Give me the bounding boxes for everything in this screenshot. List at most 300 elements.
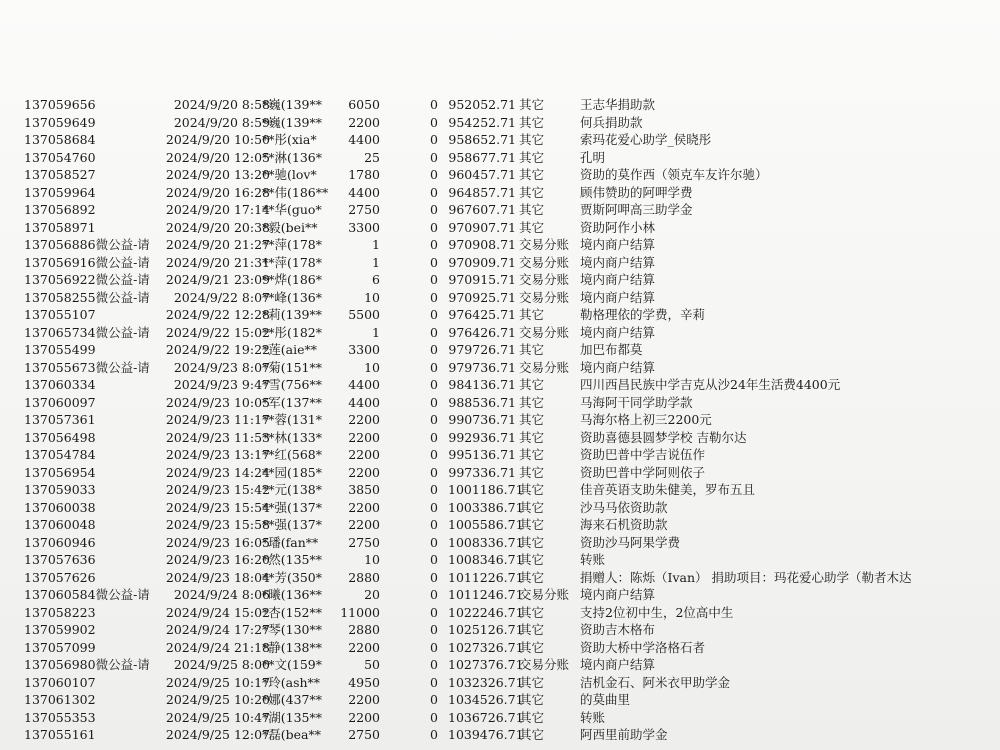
balance: 960457.71 — [448, 167, 516, 182]
balance: 997336.71 — [448, 464, 516, 480]
transaction-id: 137060038 — [24, 499, 96, 515]
debit-amount: 0 — [430, 657, 438, 672]
amount: 2880 — [348, 622, 380, 637]
transaction-date: 2024/9/23 15:54 — [165, 499, 270, 515]
amount: 4400 — [348, 132, 380, 147]
debit-amount: 0 — [430, 429, 438, 445]
debit-amount: 0 — [430, 254, 438, 270]
table-row — [0, 499, 1000, 517]
transaction-date: 2024/9/22 15:02 — [165, 324, 270, 340]
balance: 1008346.71 — [448, 552, 524, 567]
transaction-date: 2024/9/20 21:27 — [165, 237, 270, 252]
memo: 贾斯阿呷高三助学金 — [580, 202, 693, 217]
debit-amount: 0 — [430, 394, 438, 410]
table-row — [0, 166, 1000, 184]
transaction-id: 137058684 — [24, 132, 96, 147]
payer-name: *巍(139** — [262, 97, 322, 112]
amount: 4400 — [348, 377, 380, 392]
payer-name: **园(185* — [262, 464, 322, 480]
payer-name: **伟(186** — [262, 184, 329, 200]
payer-name: *雪(756** — [262, 377, 322, 392]
table-row — [0, 271, 1000, 289]
transaction-id: 137056892 — [24, 202, 96, 217]
amount: 2880 — [348, 569, 380, 585]
memo: 阿西里前助学金 — [580, 727, 668, 742]
transaction-id: 137056498 — [24, 429, 96, 445]
memo: 索玛花爱心助学_侯晓彤 — [580, 132, 712, 147]
transaction-id: 137056980微公益-请 — [24, 657, 150, 672]
debit-amount: 0 — [430, 447, 438, 462]
amount: 2200 — [348, 114, 380, 130]
amount: 4400 — [348, 184, 380, 200]
transaction-date: 2024/9/23 16:05 — [165, 534, 270, 550]
debit-amount: 0 — [430, 184, 438, 200]
amount: 3300 — [348, 219, 380, 235]
transaction-type: 其它 — [519, 184, 545, 200]
transaction-id: 137055161 — [24, 727, 96, 742]
amount: 1 — [372, 254, 380, 270]
transaction-id: 137058971 — [24, 219, 96, 235]
transaction-id: 137060048 — [24, 517, 96, 532]
debit-amount: 0 — [430, 587, 438, 602]
memo: 资助的莫作西（领克车友许尔驰） — [580, 167, 768, 182]
payer-name: **淋(136* — [262, 149, 322, 165]
transaction-date: 2024/9/23 15:58 — [165, 517, 270, 532]
balance: 970908.71 — [448, 237, 516, 252]
transaction-date: 2024/9/20 20:38 — [165, 219, 270, 235]
payer-name: **彤(182* — [262, 324, 322, 340]
balance: 1008336.71 — [448, 534, 524, 550]
payer-name: *静(138** — [262, 639, 322, 655]
balance: 979726.71 — [448, 342, 516, 357]
debit-amount: 0 — [430, 534, 438, 550]
balance: 952052.71 — [448, 97, 516, 112]
payer-name: *莉(139** — [262, 307, 322, 322]
transaction-id: 137055673微公益-请 — [24, 359, 150, 375]
balance: 990736.71 — [448, 412, 516, 427]
amount: 2200 — [348, 464, 380, 480]
payer-name: **文(159* — [262, 657, 322, 672]
transaction-id: 137060946 — [24, 534, 96, 550]
transaction-date: 2024/9/20 17:14 — [165, 202, 270, 217]
transaction-id: 137059649 — [24, 114, 96, 130]
amount: 1 — [372, 237, 380, 252]
transaction-date: 2024/9/21 23:09 — [165, 272, 270, 287]
amount: 20 — [364, 587, 380, 602]
transaction-type: 交易分账 — [519, 272, 570, 287]
balance: 988536.71 — [448, 394, 516, 410]
amount: 6050 — [348, 97, 380, 112]
amount: 1 — [372, 324, 380, 340]
table-row — [0, 131, 1000, 149]
debit-amount: 0 — [430, 324, 438, 340]
debit-amount: 0 — [430, 307, 438, 322]
balance: 970925.71 — [448, 289, 516, 305]
table-row — [0, 534, 1000, 552]
ledger-table — [0, 96, 1000, 744]
transaction-id: 137057361 — [24, 412, 96, 427]
debit-amount: 0 — [430, 622, 438, 637]
transaction-type: 其它 — [519, 709, 545, 725]
table-row — [0, 306, 1000, 324]
debit-amount: 0 — [430, 219, 438, 235]
balance: 1027376.71 — [448, 657, 524, 672]
transaction-id: 137057099 — [24, 639, 96, 655]
transaction-type: 交易分账 — [519, 324, 570, 340]
memo: 四川西昌民族中学吉克从沙24年生活费4400元 — [580, 377, 841, 392]
amount: 5500 — [348, 307, 380, 322]
payer-name: **峰(136* — [262, 289, 322, 305]
transaction-date: 2024/9/23 10:05 — [165, 394, 270, 410]
memo: 马海阿干同学助学款 — [580, 394, 693, 410]
transaction-id: 137057626 — [24, 569, 96, 585]
transaction-date: 2024/9/23 11:53 — [165, 429, 270, 445]
memo: 王志华捐助款 — [580, 97, 656, 112]
memo: 境内商户结算 — [580, 324, 656, 340]
debit-amount: 0 — [430, 727, 438, 742]
transaction-id: 137060097 — [24, 394, 96, 410]
transaction-date: 2024/9/25 10:20 — [165, 692, 270, 707]
debit-amount: 0 — [430, 482, 438, 497]
debit-amount: 0 — [430, 289, 438, 305]
transaction-type: 其它 — [519, 132, 545, 147]
transaction-id: 137054760 — [24, 149, 96, 165]
payer-name: *曦(136** — [262, 587, 322, 602]
transaction-type: 其它 — [519, 149, 545, 165]
debit-amount: 0 — [430, 342, 438, 357]
transaction-type: 交易分账 — [519, 657, 570, 672]
payer-name: *菊(151** — [262, 359, 322, 375]
balance: 1034526.71 — [448, 692, 524, 707]
balance: 984136.71 — [448, 377, 516, 392]
transaction-id: 137056916微公益-请 — [24, 254, 150, 270]
debit-amount: 0 — [430, 149, 438, 165]
transaction-type: 其它 — [519, 692, 545, 707]
payer-name: **芳(350* — [262, 569, 322, 585]
payer-name: *磊(bea** — [262, 727, 321, 742]
memo: 境内商户结算 — [580, 254, 656, 270]
debit-amount: 0 — [430, 709, 438, 725]
memo: 境内商户结算 — [580, 237, 656, 252]
amount: 2200 — [348, 447, 380, 462]
transaction-id: 137056886微公益-请 — [24, 237, 150, 252]
amount: 4950 — [348, 674, 380, 690]
table-row — [0, 201, 1000, 219]
transaction-date: 2024/9/23 18:04 — [165, 569, 270, 585]
amount: 2750 — [348, 202, 380, 217]
transaction-date: 2024/9/20 21:31 — [165, 254, 270, 270]
amount: 10 — [364, 552, 380, 567]
amount: 3850 — [348, 482, 380, 497]
transaction-type: 其它 — [519, 114, 545, 130]
amount: 2200 — [348, 517, 380, 532]
memo: 海来石机资助款 — [580, 517, 668, 532]
memo: 转账 — [580, 552, 606, 567]
table-row — [0, 586, 1000, 604]
debit-amount: 0 — [430, 114, 438, 130]
transaction-date: 2024/9/23 14:24 — [165, 464, 270, 480]
transaction-type: 交易分账 — [519, 254, 570, 270]
table-row — [0, 254, 1000, 272]
payer-name: **萍(178* — [262, 254, 322, 270]
table-row — [0, 289, 1000, 307]
table-row — [0, 709, 1000, 727]
transaction-date: 2024/9/24 15:02 — [165, 604, 270, 620]
balance: 967607.71 — [448, 202, 516, 217]
memo: 资助吉木格布 — [580, 622, 656, 637]
table-row — [0, 341, 1000, 359]
debit-amount: 0 — [430, 97, 438, 112]
table-row — [0, 376, 1000, 394]
payer-name: *毅(bei** — [262, 219, 318, 235]
balance: 970907.71 — [448, 219, 516, 235]
memo: 支持2位初中生，2位高中生 — [580, 604, 734, 620]
transaction-type: 其它 — [519, 167, 545, 182]
transaction-type: 其它 — [519, 412, 545, 427]
payer-name: *湖(135** — [262, 709, 322, 725]
table-row — [0, 691, 1000, 709]
table-row — [0, 569, 1000, 587]
debit-amount: 0 — [430, 202, 438, 217]
amount: 2200 — [348, 429, 380, 445]
balance: 1001186.71 — [448, 482, 524, 497]
transaction-id: 137058527 — [24, 167, 96, 182]
transaction-type: 交易分账 — [519, 587, 570, 602]
table-row — [0, 149, 1000, 167]
debit-amount: 0 — [430, 272, 438, 287]
balance: 976426.71 — [448, 324, 516, 340]
table-row — [0, 551, 1000, 569]
payer-name: **红(568* — [262, 447, 322, 462]
debit-amount: 0 — [430, 674, 438, 690]
memo: 捐赠人：陈烁（Ivan） 捐助项目：玛花爱心助学（勒者木达 — [580, 569, 912, 585]
memo: 孔明 — [580, 149, 606, 165]
payer-name: *杏(152** — [262, 604, 322, 620]
debit-amount: 0 — [430, 132, 438, 147]
memo: 资助巴普中学吉说伍作 — [580, 447, 706, 462]
transaction-id: 137060584微公益-请 — [24, 587, 150, 602]
memo: 境内商户结算 — [580, 587, 656, 602]
transaction-date: 2024/9/23 8:07 — [173, 359, 270, 375]
transaction-id: 137055499 — [24, 342, 96, 357]
debit-amount: 0 — [430, 692, 438, 707]
memo: 加巴布都莫 — [580, 342, 643, 357]
transaction-id: 137054784 — [24, 447, 96, 462]
transaction-id: 137059033 — [24, 482, 96, 497]
table-row — [0, 639, 1000, 657]
payer-name: **蓉(131* — [262, 412, 322, 427]
transaction-date: 2024/9/22 12:28 — [165, 307, 270, 322]
payer-name: **萍(178* — [262, 237, 322, 252]
table-row — [0, 464, 1000, 482]
amount: 11000 — [340, 604, 380, 620]
table-row — [0, 656, 1000, 674]
transaction-date: 2024/9/24 8:06 — [173, 587, 270, 602]
payer-name: **驰(lov* — [262, 167, 317, 182]
transaction-type: 其它 — [519, 429, 545, 445]
transaction-type: 其它 — [519, 534, 545, 550]
transaction-date: 2024/9/23 15:42 — [165, 482, 270, 497]
table-row — [0, 359, 1000, 377]
amount: 6 — [372, 272, 380, 287]
transaction-id: 137059964 — [24, 184, 96, 200]
balance: 1039476.71 — [448, 727, 524, 742]
memo: 沙马马依资助款 — [580, 499, 668, 515]
transaction-date: 2024/9/20 8:58 — [173, 97, 270, 112]
table-row — [0, 184, 1000, 202]
transaction-id: 137065734微公益-请 — [24, 324, 150, 340]
transaction-type: 其它 — [519, 552, 545, 567]
table-row — [0, 604, 1000, 622]
payer-name: **彤(xia* — [262, 132, 317, 147]
transaction-date: 2024/9/20 16:28 — [165, 184, 270, 200]
transaction-date: 2024/9/25 12:07 — [165, 727, 270, 742]
table-row — [0, 726, 1000, 744]
payer-name: **强(137* — [262, 517, 322, 532]
transaction-type: 其它 — [519, 622, 545, 637]
transaction-type: 其它 — [519, 219, 545, 235]
payer-name: *然(135** — [262, 552, 322, 567]
amount: 25 — [364, 149, 380, 165]
transaction-id: 137060107 — [24, 674, 96, 690]
memo: 资助巴普中学阿则依子 — [580, 464, 706, 480]
transaction-date: 2024/9/20 12:05 — [165, 149, 270, 165]
payer-name: *巍(139** — [262, 114, 322, 130]
balance: 964857.71 — [448, 184, 516, 200]
balance: 1011246.71 — [448, 587, 524, 602]
table-row — [0, 394, 1000, 412]
transaction-type: 其它 — [519, 674, 545, 690]
transaction-id: 137055353 — [24, 709, 96, 725]
transaction-id: 137059656 — [24, 97, 96, 112]
debit-amount: 0 — [430, 569, 438, 585]
transaction-type: 其它 — [519, 604, 545, 620]
memo: 境内商户结算 — [580, 359, 656, 375]
debit-amount: 0 — [430, 517, 438, 532]
transaction-date: 2024/9/23 11:17 — [165, 412, 270, 427]
debit-amount: 0 — [430, 499, 438, 515]
amount: 2200 — [348, 412, 380, 427]
transaction-type: 其它 — [519, 307, 545, 322]
amount: 2750 — [348, 727, 380, 742]
debit-amount: 0 — [430, 464, 438, 480]
table-row — [0, 219, 1000, 237]
amount: 2200 — [348, 639, 380, 655]
memo: 资助沙马阿果学费 — [580, 534, 681, 550]
balance: 958652.71 — [448, 132, 516, 147]
payer-name: *玲(ash** — [262, 674, 321, 690]
memo: 勒格理依的学费，辛莉 — [580, 307, 706, 322]
memo: 境内商户结算 — [580, 272, 656, 287]
table-row — [0, 411, 1000, 429]
memo: 佳音英语支助朱健美，罗布五且 — [580, 482, 756, 497]
balance: 976425.71 — [448, 307, 516, 322]
memo: 何兵捐助款 — [580, 114, 643, 130]
payer-name: *娜(437** — [262, 692, 322, 707]
amount: 10 — [364, 289, 380, 305]
payer-name: *军(137** — [262, 394, 322, 410]
transaction-date: 2024/9/22 19:22 — [165, 342, 270, 357]
transaction-id: 137055107 — [24, 307, 96, 322]
amount: 2200 — [348, 499, 380, 515]
balance: 958677.71 — [448, 149, 516, 165]
payer-name: *璠(fan** — [262, 534, 319, 550]
payer-name: **元(138* — [262, 482, 322, 497]
transaction-id: 137059902 — [24, 622, 96, 637]
transaction-id: 137056922微公益-请 — [24, 272, 150, 287]
balance: 1003386.71 — [448, 499, 524, 515]
debit-amount: 0 — [430, 359, 438, 375]
transaction-type: 其它 — [519, 569, 545, 585]
memo: 资助喜德县圆梦学校 吉勒尔达 — [580, 429, 747, 445]
transaction-type: 其它 — [519, 447, 545, 462]
transaction-type: 交易分账 — [519, 289, 570, 305]
transaction-date: 2024/9/20 10:50 — [165, 132, 270, 147]
table-row — [0, 324, 1000, 342]
payer-name: **林(133* — [262, 429, 322, 445]
memo: 洁机金石、阿米衣甲助学金 — [580, 674, 731, 690]
transaction-type: 其它 — [519, 639, 545, 655]
balance: 1025126.71 — [448, 622, 524, 637]
transaction-type: 其它 — [519, 377, 545, 392]
memo: 转账 — [580, 709, 606, 725]
table-row — [0, 429, 1000, 447]
transaction-id: 137061302 — [24, 692, 96, 707]
memo: 资助大桥中学洛格石者 — [580, 639, 706, 655]
balance: 992936.71 — [448, 429, 516, 445]
payer-name: **烨(186* — [262, 272, 322, 287]
amount: 4400 — [348, 394, 380, 410]
transaction-type: 其它 — [519, 464, 545, 480]
transaction-date: 2024/9/25 10:47 — [165, 709, 270, 725]
balance: 970909.71 — [448, 254, 516, 270]
transaction-date: 2024/9/20 8:59 — [173, 114, 270, 130]
table-row — [0, 481, 1000, 499]
transaction-date: 2024/9/20 13:20 — [165, 167, 270, 182]
table-row — [0, 114, 1000, 132]
transaction-type: 其它 — [519, 482, 545, 497]
transaction-id: 137058255微公益-请 — [24, 289, 150, 305]
transaction-type: 交易分账 — [519, 237, 570, 252]
debit-amount: 0 — [430, 377, 438, 392]
payer-name: *莲(aie** — [262, 342, 317, 357]
transaction-type: 其它 — [519, 727, 545, 742]
debit-amount: 0 — [430, 412, 438, 427]
transaction-id: 137057636 — [24, 552, 96, 567]
transaction-type: 其它 — [519, 97, 545, 112]
amount: 3300 — [348, 342, 380, 357]
table-row — [0, 236, 1000, 254]
memo: 马海尔格上初三2200元 — [580, 412, 712, 427]
amount: 1780 — [348, 167, 380, 182]
table-row — [0, 96, 1000, 114]
memo: 境内商户结算 — [580, 657, 656, 672]
amount: 50 — [364, 657, 380, 672]
table-row — [0, 446, 1000, 464]
balance: 970915.71 — [448, 272, 516, 287]
balance: 954252.71 — [448, 114, 516, 130]
balance: 1036726.71 — [448, 709, 524, 725]
transaction-date: 2024/9/23 9:47 — [173, 377, 270, 392]
memo: 顾伟赞助的阿呷学费 — [580, 184, 693, 200]
transaction-date: 2024/9/22 8:07 — [173, 289, 270, 305]
transaction-date: 2024/9/25 10:17 — [165, 674, 270, 690]
transaction-date: 2024/9/24 21:18 — [165, 639, 270, 655]
balance: 1032326.71 — [448, 674, 524, 690]
debit-amount: 0 — [430, 604, 438, 620]
transaction-type: 其它 — [519, 342, 545, 357]
payer-name: **华(guo* — [262, 202, 322, 217]
